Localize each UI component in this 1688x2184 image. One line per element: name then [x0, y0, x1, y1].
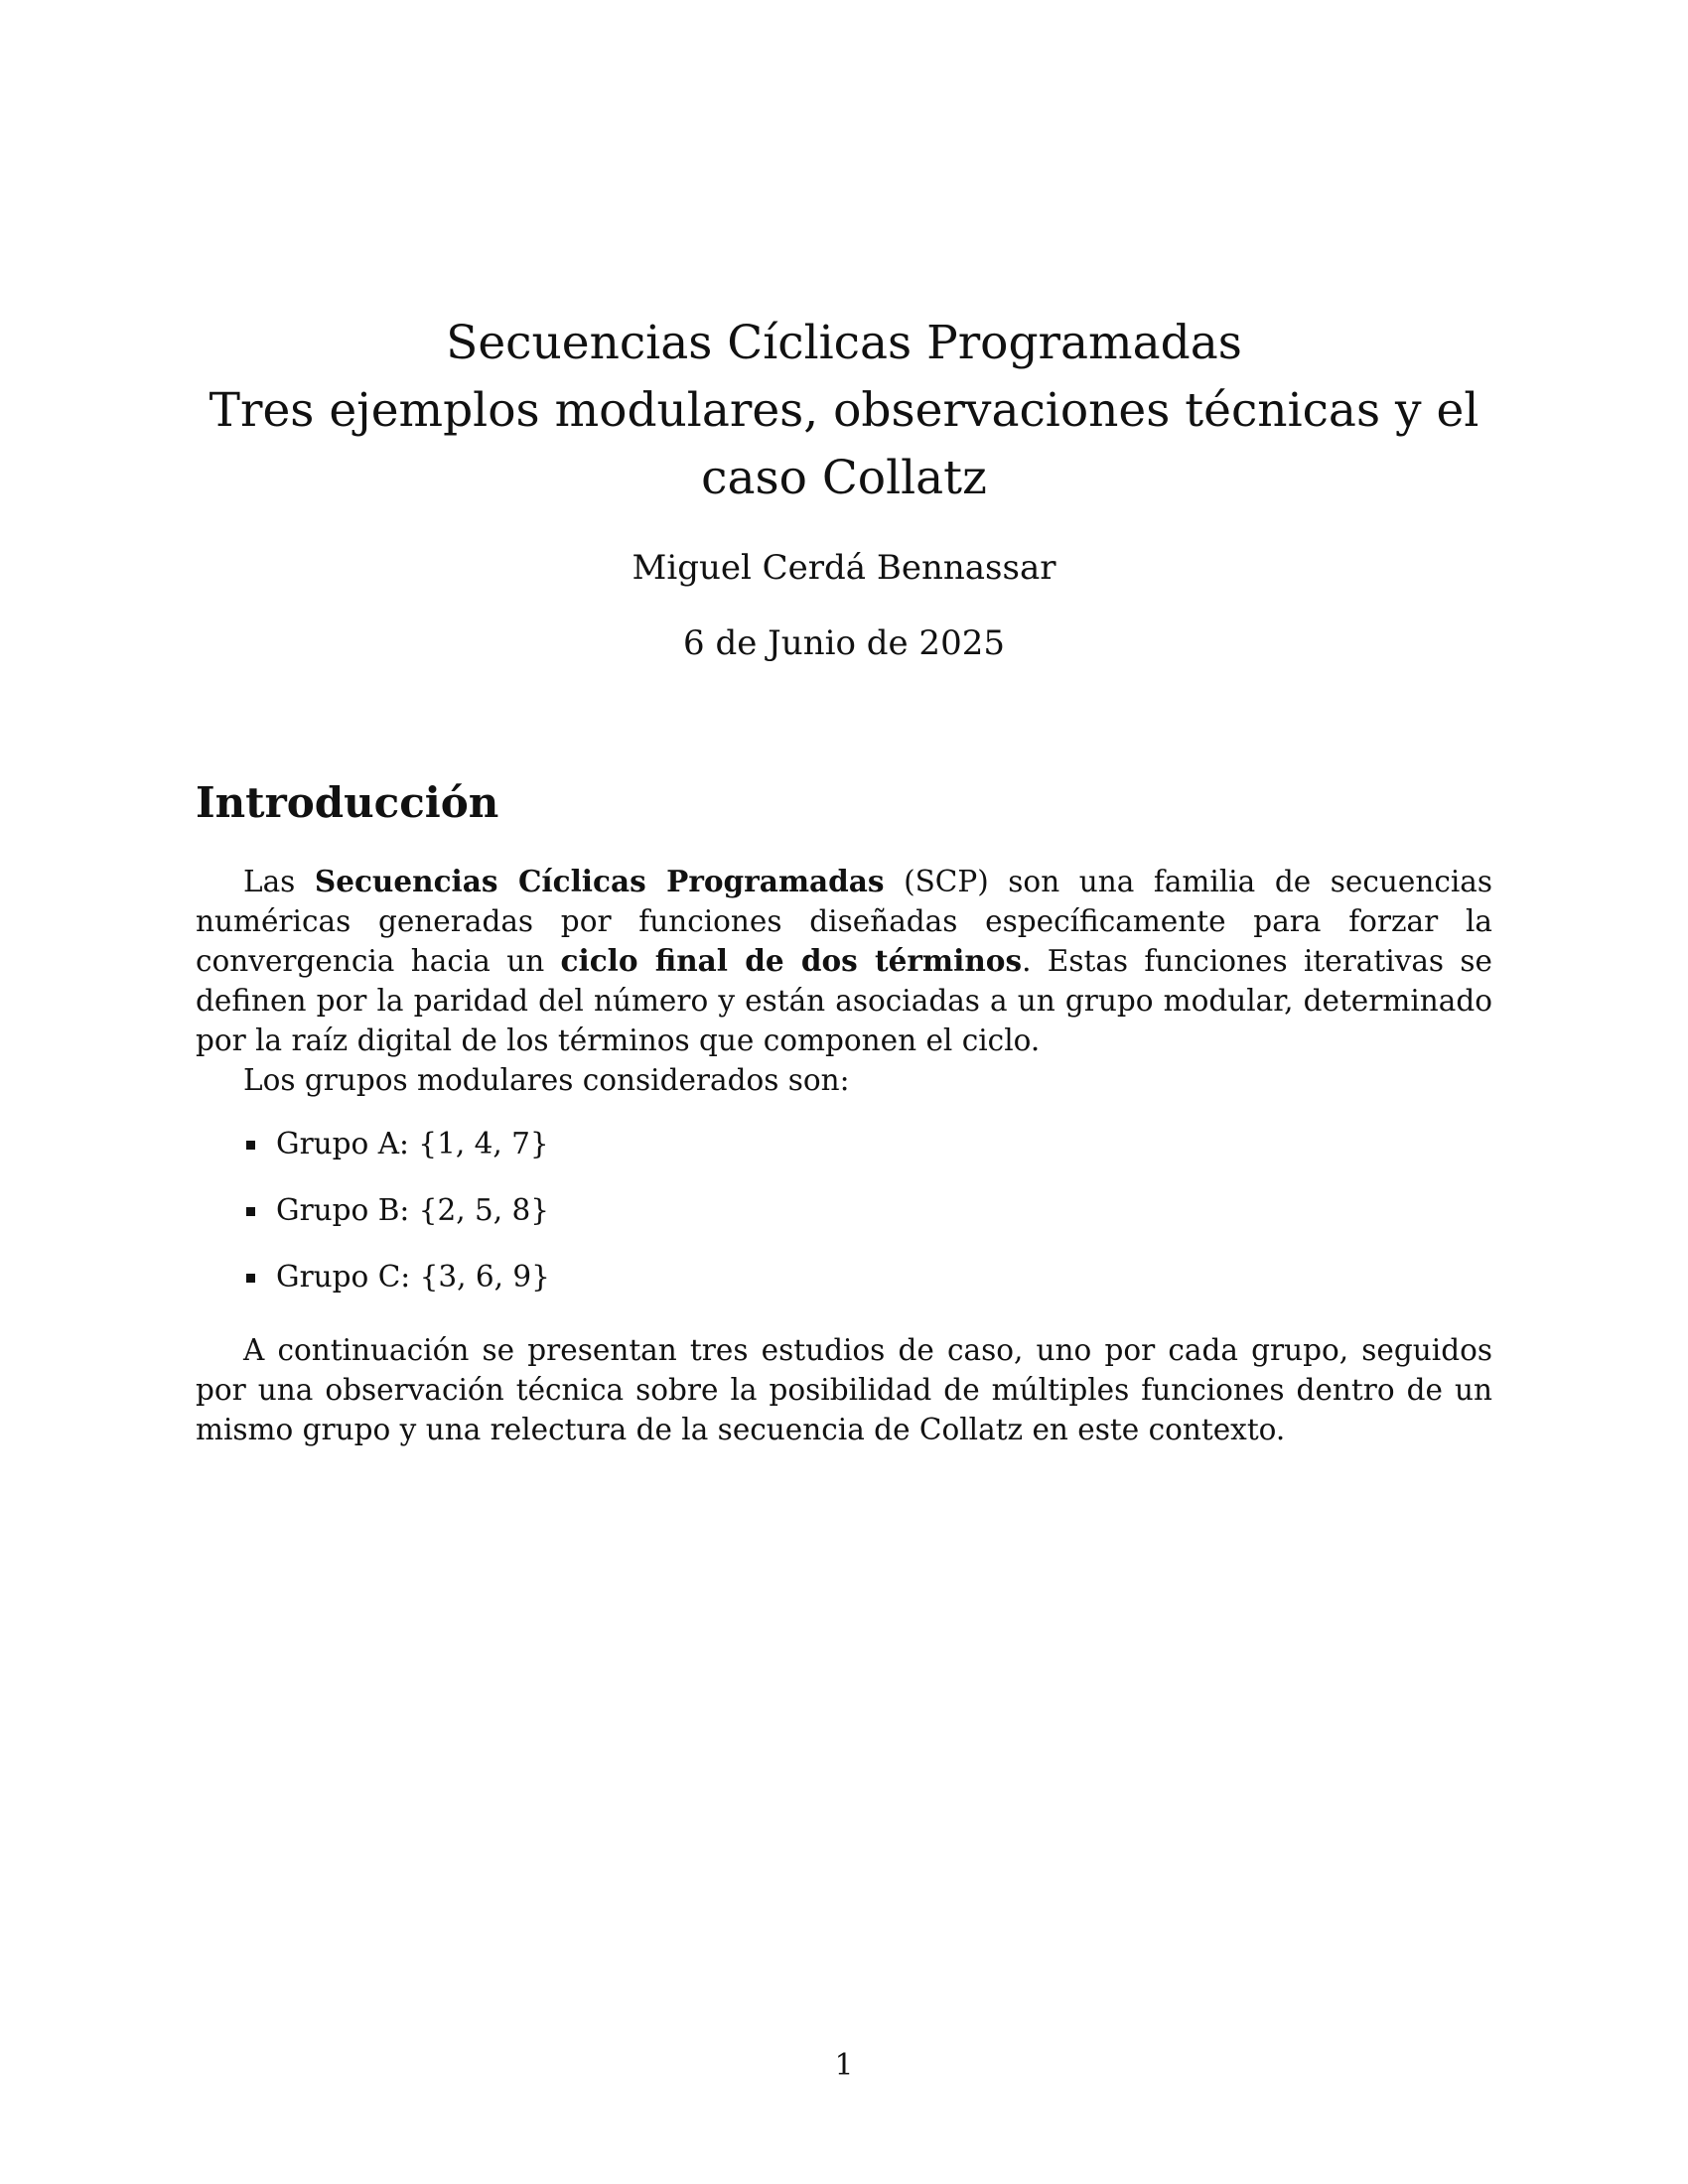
- square-bullet-icon: [246, 1274, 255, 1283]
- group-c-label: Grupo C: {3, 6, 9}: [276, 1260, 550, 1294]
- intro-bold-cycle: ciclo final de dos términos: [560, 943, 1023, 978]
- intro-paragraph: [196, 862, 1492, 1060]
- list-item: [196, 1124, 550, 1163]
- date: 6 de Junio de 2025: [683, 623, 1005, 663]
- title-block: [0, 310, 1688, 665]
- group-b-label: Grupo B: {2, 5, 8}: [276, 1193, 550, 1227]
- page-number: 1: [834, 2048, 854, 2082]
- author: Miguel Cerdá Bennassar: [632, 548, 1056, 588]
- list-item: [196, 1257, 550, 1297]
- intro-text-3: . Estas funciones iterativas se definen por la paridad del número y están asociadas a un grupo modular, determinado por la raíz digital de los términos que componen el ciclo.: [196, 944, 1492, 1057]
- intro-text-1: Las: [243, 865, 315, 898]
- outro-paragraph: A continuación se presentan tres estudios de caso, uno por cada grupo, seguidos por una observación técnica sobre la posibilidad de múltiples funciones dentro de un mismo grupo y una relectura de la secuencia de Collatz en este contexto.: [196, 1333, 1492, 1446]
- intro-bold-term: Secuencias Cíclicas Programadas: [314, 864, 885, 898]
- square-bullet-icon: [246, 1141, 255, 1150]
- groups-lead-paragraph: Los grupos modulares considerados son:: [243, 1063, 850, 1097]
- title-line-3: caso Collatz: [701, 451, 987, 505]
- intro-text-2: (SCP) son una familia de secuencias numéricas generadas por funciones diseñadas específicamente para forzar la convergencia hacia un: [196, 865, 1492, 978]
- square-bullet-icon: [246, 1207, 255, 1216]
- group-a-label: Grupo A: {1, 4, 7}: [276, 1127, 549, 1160]
- section-heading: Introducción: [196, 778, 499, 827]
- title-line-2: Tres ejemplos modulares, observaciones técnicas y el: [209, 383, 1479, 438]
- title-line-1: Secuencias Cíclicas Programadas: [446, 316, 1242, 370]
- group-list: [196, 1124, 550, 1323]
- list-item: [196, 1190, 550, 1230]
